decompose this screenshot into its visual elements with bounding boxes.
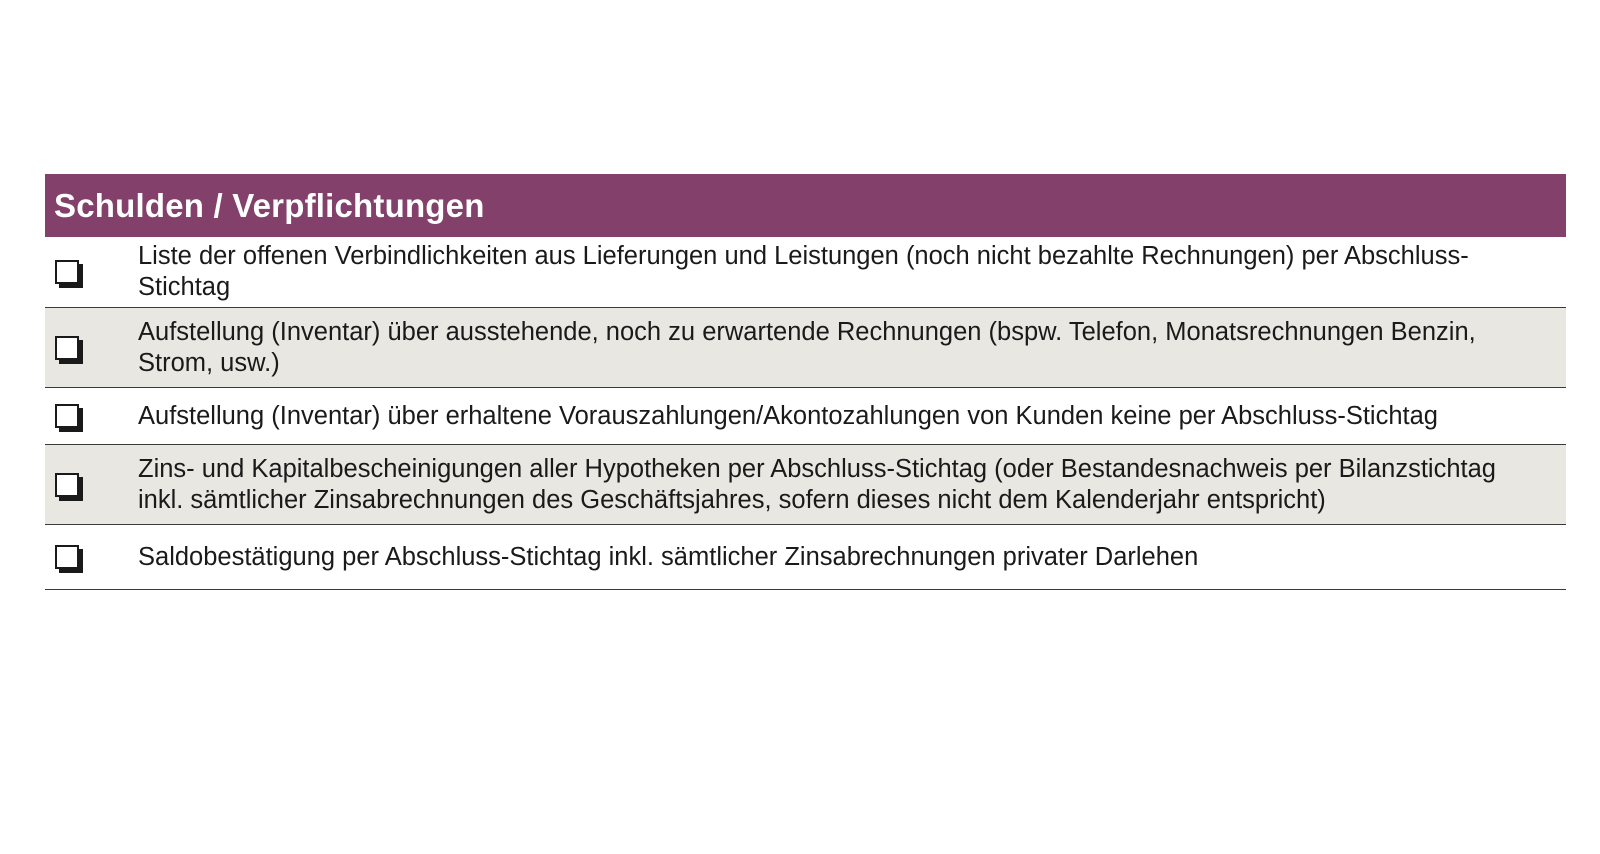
checklist-item-text: Liste der offenen Verbindlichkeiten aus Lieferungen und Leistungen (noch nicht bezahlte Rechnungen) per Abschluss-Stichtag	[138, 242, 1469, 301]
checkbox-cell	[45, 260, 138, 284]
checklist-item	[45, 525, 1566, 590]
checkbox[interactable]	[55, 336, 79, 360]
checklist-item	[45, 237, 1566, 308]
checkbox-cell	[45, 404, 138, 428]
checklist-item	[45, 388, 1566, 445]
checkbox-cell	[45, 545, 138, 569]
checklist-item-text: Zins- und Kapitalbescheinigungen aller Hypotheken per Abschluss-Stichtag (oder Bestandesnachweis per Bilanzstichtag inkl. sämtlicher Zinsabrechnungen des Geschäftsjahres, sofern dieses nicht dem Kalenderjahr entspricht)	[138, 454, 1496, 514]
checkbox-cell	[45, 336, 138, 360]
checklist-item	[45, 308, 1566, 388]
section-title: Schulden / Verpflichtungen	[54, 186, 485, 224]
checkbox[interactable]	[55, 404, 79, 428]
checkbox[interactable]	[55, 260, 79, 284]
checkbox[interactable]	[55, 545, 79, 569]
checkbox[interactable]	[55, 473, 79, 497]
checklist-item-text: Aufstellung (Inventar) über ausstehende, noch zu erwartende Rechnungen (bspw. Telefon, Monatsrechnungen Benzin, Strom, usw.)	[138, 317, 1476, 377]
checklist-debts	[45, 174, 1566, 590]
checklist-item	[45, 445, 1566, 525]
checkbox-cell	[45, 473, 138, 497]
checklist-item-text: Aufstellung (Inventar) über erhaltene Vorauszahlungen/Akontozahlungen von Kunden keine per Abschluss-Stichtag	[138, 401, 1438, 430]
section-header	[45, 174, 1566, 237]
checklist-item-text: Saldobestätigung per Abschluss-Stichtag inkl. sämtlicher Zinsabrechnungen privater Darlehen	[138, 542, 1199, 571]
